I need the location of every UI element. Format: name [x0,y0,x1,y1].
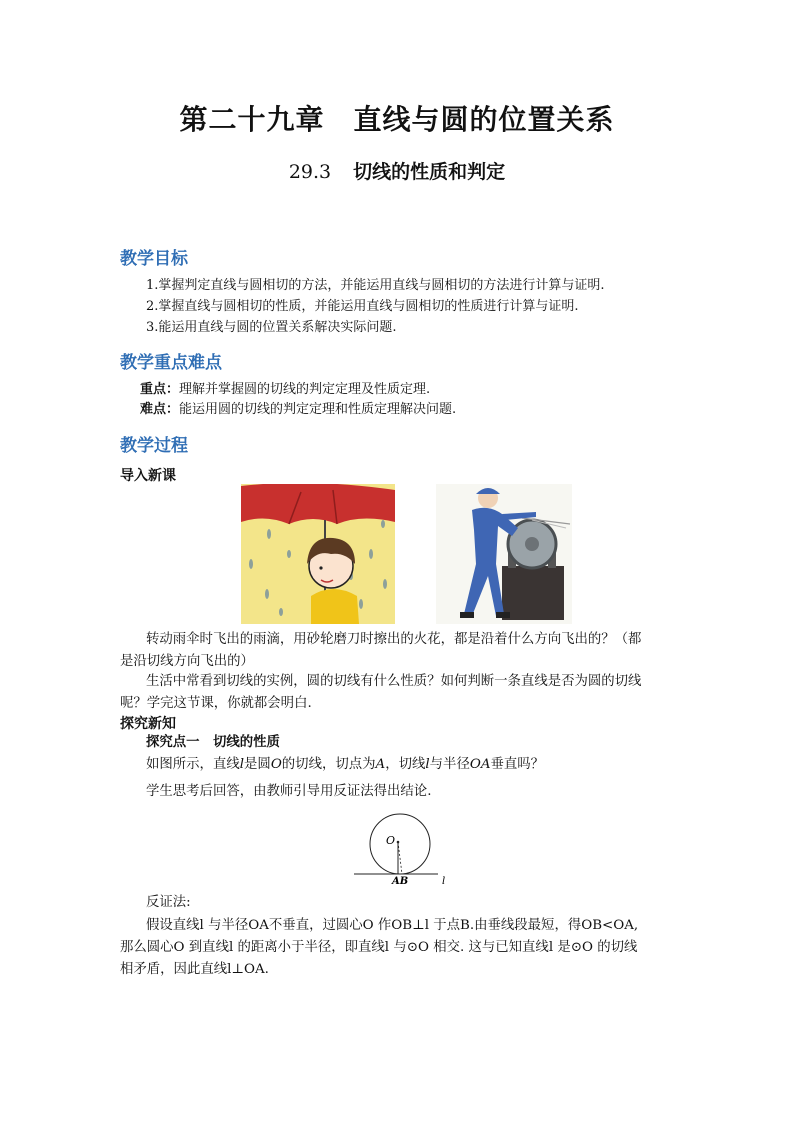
figure-label-o: O [386,834,396,847]
objective-item: 2.掌握直线与圆相切的性质，并能运用直线与圆相切的性质进行计算与证明. [146,299,579,314]
intro-paragraph-1 [120,629,676,673]
intro-p2-line2: 呢？学完这节课，你就都会明白. [120,696,312,711]
key-points-heading: 教学重点难点 [120,353,222,373]
explore-heading: 探究新知 [120,716,176,732]
objectives-heading: 教学目标 [120,249,188,269]
objective-item: 1.掌握判定直线与圆相切的方法，并能运用直线与圆相切的方法进行计算与证明. [146,278,605,293]
proof-label: 反证法: [146,895,191,910]
focus-label: 重点： [140,382,180,397]
grinder-sparks-image [436,484,572,624]
intro-paragraph-2 [120,671,676,715]
intro-p1-line2: 是沿切线方向飞出的） [120,654,254,669]
intro-heading: 导入新课 [120,468,176,484]
figure-label-l: l [442,876,446,886]
intro-p1-line1: 转动雨伞时飞出的雨滴，用砂轮磨刀时擦出的火花，都是沿着什么方向飞出的？（都 [146,632,642,647]
difficulty-line [140,400,456,420]
focus-text: 理解并掌握圆的切线的判定定理及性质定理. [179,382,431,397]
focus-line [140,380,430,400]
difficulty-text: 能运用圆的切线的判定定理和性质定理解决问题. [179,402,457,417]
section-name: 切线的性质和判定 [353,161,506,183]
figure-label-ab: AB [392,876,409,886]
difficulty-label: 难点： [140,402,180,417]
question-line: 如图所示，直线l是圆O的切线，切点为A，切线l与半径OA垂直吗？ [146,757,545,772]
proof-line3: 相矛盾，因此直线l⊥OA. [120,962,269,977]
proof-line1: 假设直线l 与半径OA不垂直，过圆心O 作OB⊥l 于点B.由垂线段最短，得OB<OA, [146,918,639,933]
chapter-title: 第二十九章 直线与圆的位置关系 [179,103,615,136]
answer-line: 学生思考后回答，由教师引导用反证法得出结论. [146,784,432,799]
section-number: 29.3 [288,161,332,183]
proof-paragraph [120,915,676,981]
tangent-figure [352,810,452,886]
point1-label: 探究点一 切线的性质 [146,735,280,750]
intro-p2-line1: 生活中常看到切线的实例，圆的切线有什么性质？如何判断一条直线是否为圆的切线 [146,674,642,689]
objective-item: 3.能运用直线与圆的位置关系解决实际问题. [146,320,397,335]
proof-line2: 那么圆心O 到直线l 的距离小于半径，即直线l 与⊙O 相交. 这与已知直线l 是⊙O 的切线 [120,940,638,955]
umbrella-rain-image [241,484,395,624]
section-title [0,157,794,184]
process-heading: 教学过程 [120,436,188,456]
